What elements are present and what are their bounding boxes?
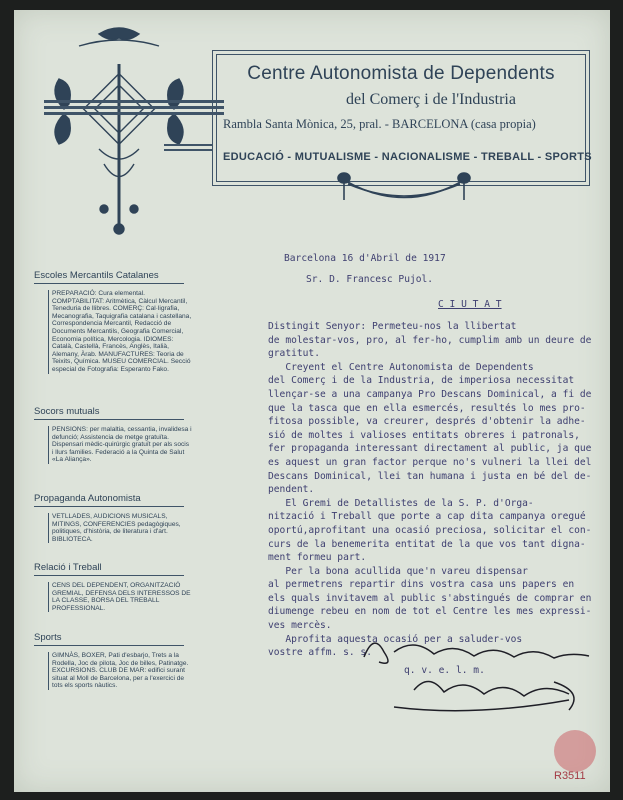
letter-body-line: Aprofita aquesta ocasió per a saluder-vos (268, 633, 523, 645)
header-rule-bottom (164, 144, 212, 154)
letter-body-line: vostre affm. s. s. (268, 647, 372, 659)
letter-body-line: Distingit Senyor: Permeteu-nos la llibertat (268, 321, 517, 332)
letter-body-line: ves mercès. (268, 620, 332, 632)
header-rule-left (44, 100, 224, 118)
letter-body-line: pendent. (268, 484, 315, 496)
letter-body (268, 320, 591, 660)
letter-body-line: de molestar-vos, pro, al fer-ho, cumplim amb un deure de (268, 334, 592, 346)
letter-recipient: Sr. D. Francesc Pujol. (306, 274, 434, 285)
emblem-ornament (44, 24, 194, 259)
archive-mark: R3511 (554, 770, 586, 782)
letter-body-line: els quals invitavem al public s'abstingués de comprar en (268, 592, 592, 604)
sidebar-section-mutual (34, 406, 192, 464)
letter-body-line: que la tasca que en ella esmercés, resultés lo mes pro- (268, 402, 586, 414)
org-motto: EDUCACIÓ - MUTUALISME - NACIONALISME - TREBALL - SPORTS (223, 151, 592, 163)
sidebar-body: PENSIONS: per malaltia, cessantia, invalidesa i defunció; Assistencia de metge gratuïta. Dispensari mèdic-quirúrgic gratuït per als socis i llurs families. Federació a la Quinta de Salut «La Aliança». (48, 426, 192, 464)
letter-body-line: gratitut. (268, 348, 320, 360)
sidebar-title: Relació i Treball (34, 562, 184, 576)
letter-body-line: al permetrens repartir dins vostra casa uns papers en (268, 579, 575, 591)
letter-body-line: Creyent el Centre Autonomista de Dependents (268, 361, 534, 373)
org-name: Centre Autonomista de Dependents (247, 63, 555, 84)
sidebar-body: VETLLADES, AUDICIONS MUSICALS, MITINGS, CONFERENCIES pedagògiques, politiques, d'història, de literatura i d'art. BIBLIOTECA. (48, 513, 192, 543)
letter-date: Barcelona 16 d'Abril de 1917 (284, 253, 446, 264)
letter-body-line: sió de moltes i valioses entitats obreres i patronals, (268, 429, 580, 441)
garland-ornament (334, 170, 474, 215)
sidebar-title: Socors mutuals (34, 406, 184, 420)
sidebar-title: Propaganda Autonomista (34, 493, 184, 507)
letter-body-line: ment formeu part. (268, 552, 367, 564)
sidebar-body: PREPARACIÓ: Cura elemental. COMPTABILITAT: Aritmètica, Càlcul Mercantil, Teneduria de llibres. COMERÇ: Cal·ligrafia, Mecanografia, Taquigrafia catalana i castellana, Correspondencia Mercantil, Redacció de Documents Mercantils, Geografia Comercial, Economia política, Mercologia. IDIOMES: Català, Castellà, Francès, Anglès, Italià, Alemany, Àrab. MANUFACTURES: Teoria de Teixits, Química. MUSEU COMERCIAL. Secció especial de Fotografia: Esperanto Fako. (48, 290, 192, 374)
letter-closing: q. v. e. l. m. (404, 665, 485, 676)
org-address: Rambla Santa Mònica, 25, pral. - BARCELONA (casa propia) (223, 117, 536, 131)
sidebar-section-propaganda (34, 493, 192, 543)
letter-sheet (14, 10, 610, 792)
letter-body-line: curs de la benemerita entitat de la que vos tant digna- (268, 538, 586, 550)
archive-stamp-seal (554, 730, 596, 772)
sidebar-section-work (34, 562, 192, 612)
letterhead-box (212, 50, 590, 186)
handwritten-signature (354, 622, 599, 722)
sidebar-section-schools (34, 270, 192, 374)
letter-body-line: Per la bona acullida que'n vareu dispensar (268, 565, 528, 577)
letter-body-line: El Gremi de Detallistes de la S. P. d'Orga- (268, 497, 534, 509)
letter-body-line: del Comerç i de la Industria, de imperiosa necessitat (268, 375, 575, 387)
sidebar-title: Sports (34, 632, 184, 646)
letter-body-line: fer propaganda interessant directament al public, ja que (268, 443, 592, 455)
letter-city: C I U T A T (438, 299, 502, 310)
sidebar-body: CENS DEL DEPENDENT, ORGANITZACIÓ GREMIAL, DEFENSA DELS INTERESSOS DE LA CLASSE, BORSA DEL TREBALL PROFESSIONAL. (48, 582, 192, 612)
letter-body-line: Descans Dominical, llei tan humana i justa en bé del de- (268, 470, 592, 482)
org-subtitle: del Comerç i de l'Industria (346, 91, 516, 108)
letter-body-line: es aquest un gran factor perque no's vulneri la llei del (268, 456, 592, 468)
letter-body-line: diumenge rebeu en nom de tot el Centre les mes expressi- (268, 606, 592, 618)
letter-body-line: fitosa possible, va creurer, després d'obtenir la adhe- (268, 416, 586, 428)
sidebar-body: GIMNÀS, BOXER, Pati d'esbarjo, Trets a la Rodella, Joc de pilota, Joc de billes, Patinatge. EXCURSIONS. CLUB DE MAR: edifici surant situat al Moll de Barcelona, per a l'exercici de tots els sports nàutics. (48, 652, 192, 690)
sidebar-title: Escoles Mercantils Catalanes (34, 270, 184, 284)
letter-body-line: llençar-se a una campanya Pro Descans Dominical, a fi de (268, 388, 592, 400)
letter-body-line: oportú,aprofitant una ocasió preciosa, solicitar el con- (268, 524, 592, 536)
letter-body-line: nització i Treball que porte a cap dita campanya oregué (268, 511, 586, 523)
sidebar-section-sports (34, 632, 192, 690)
